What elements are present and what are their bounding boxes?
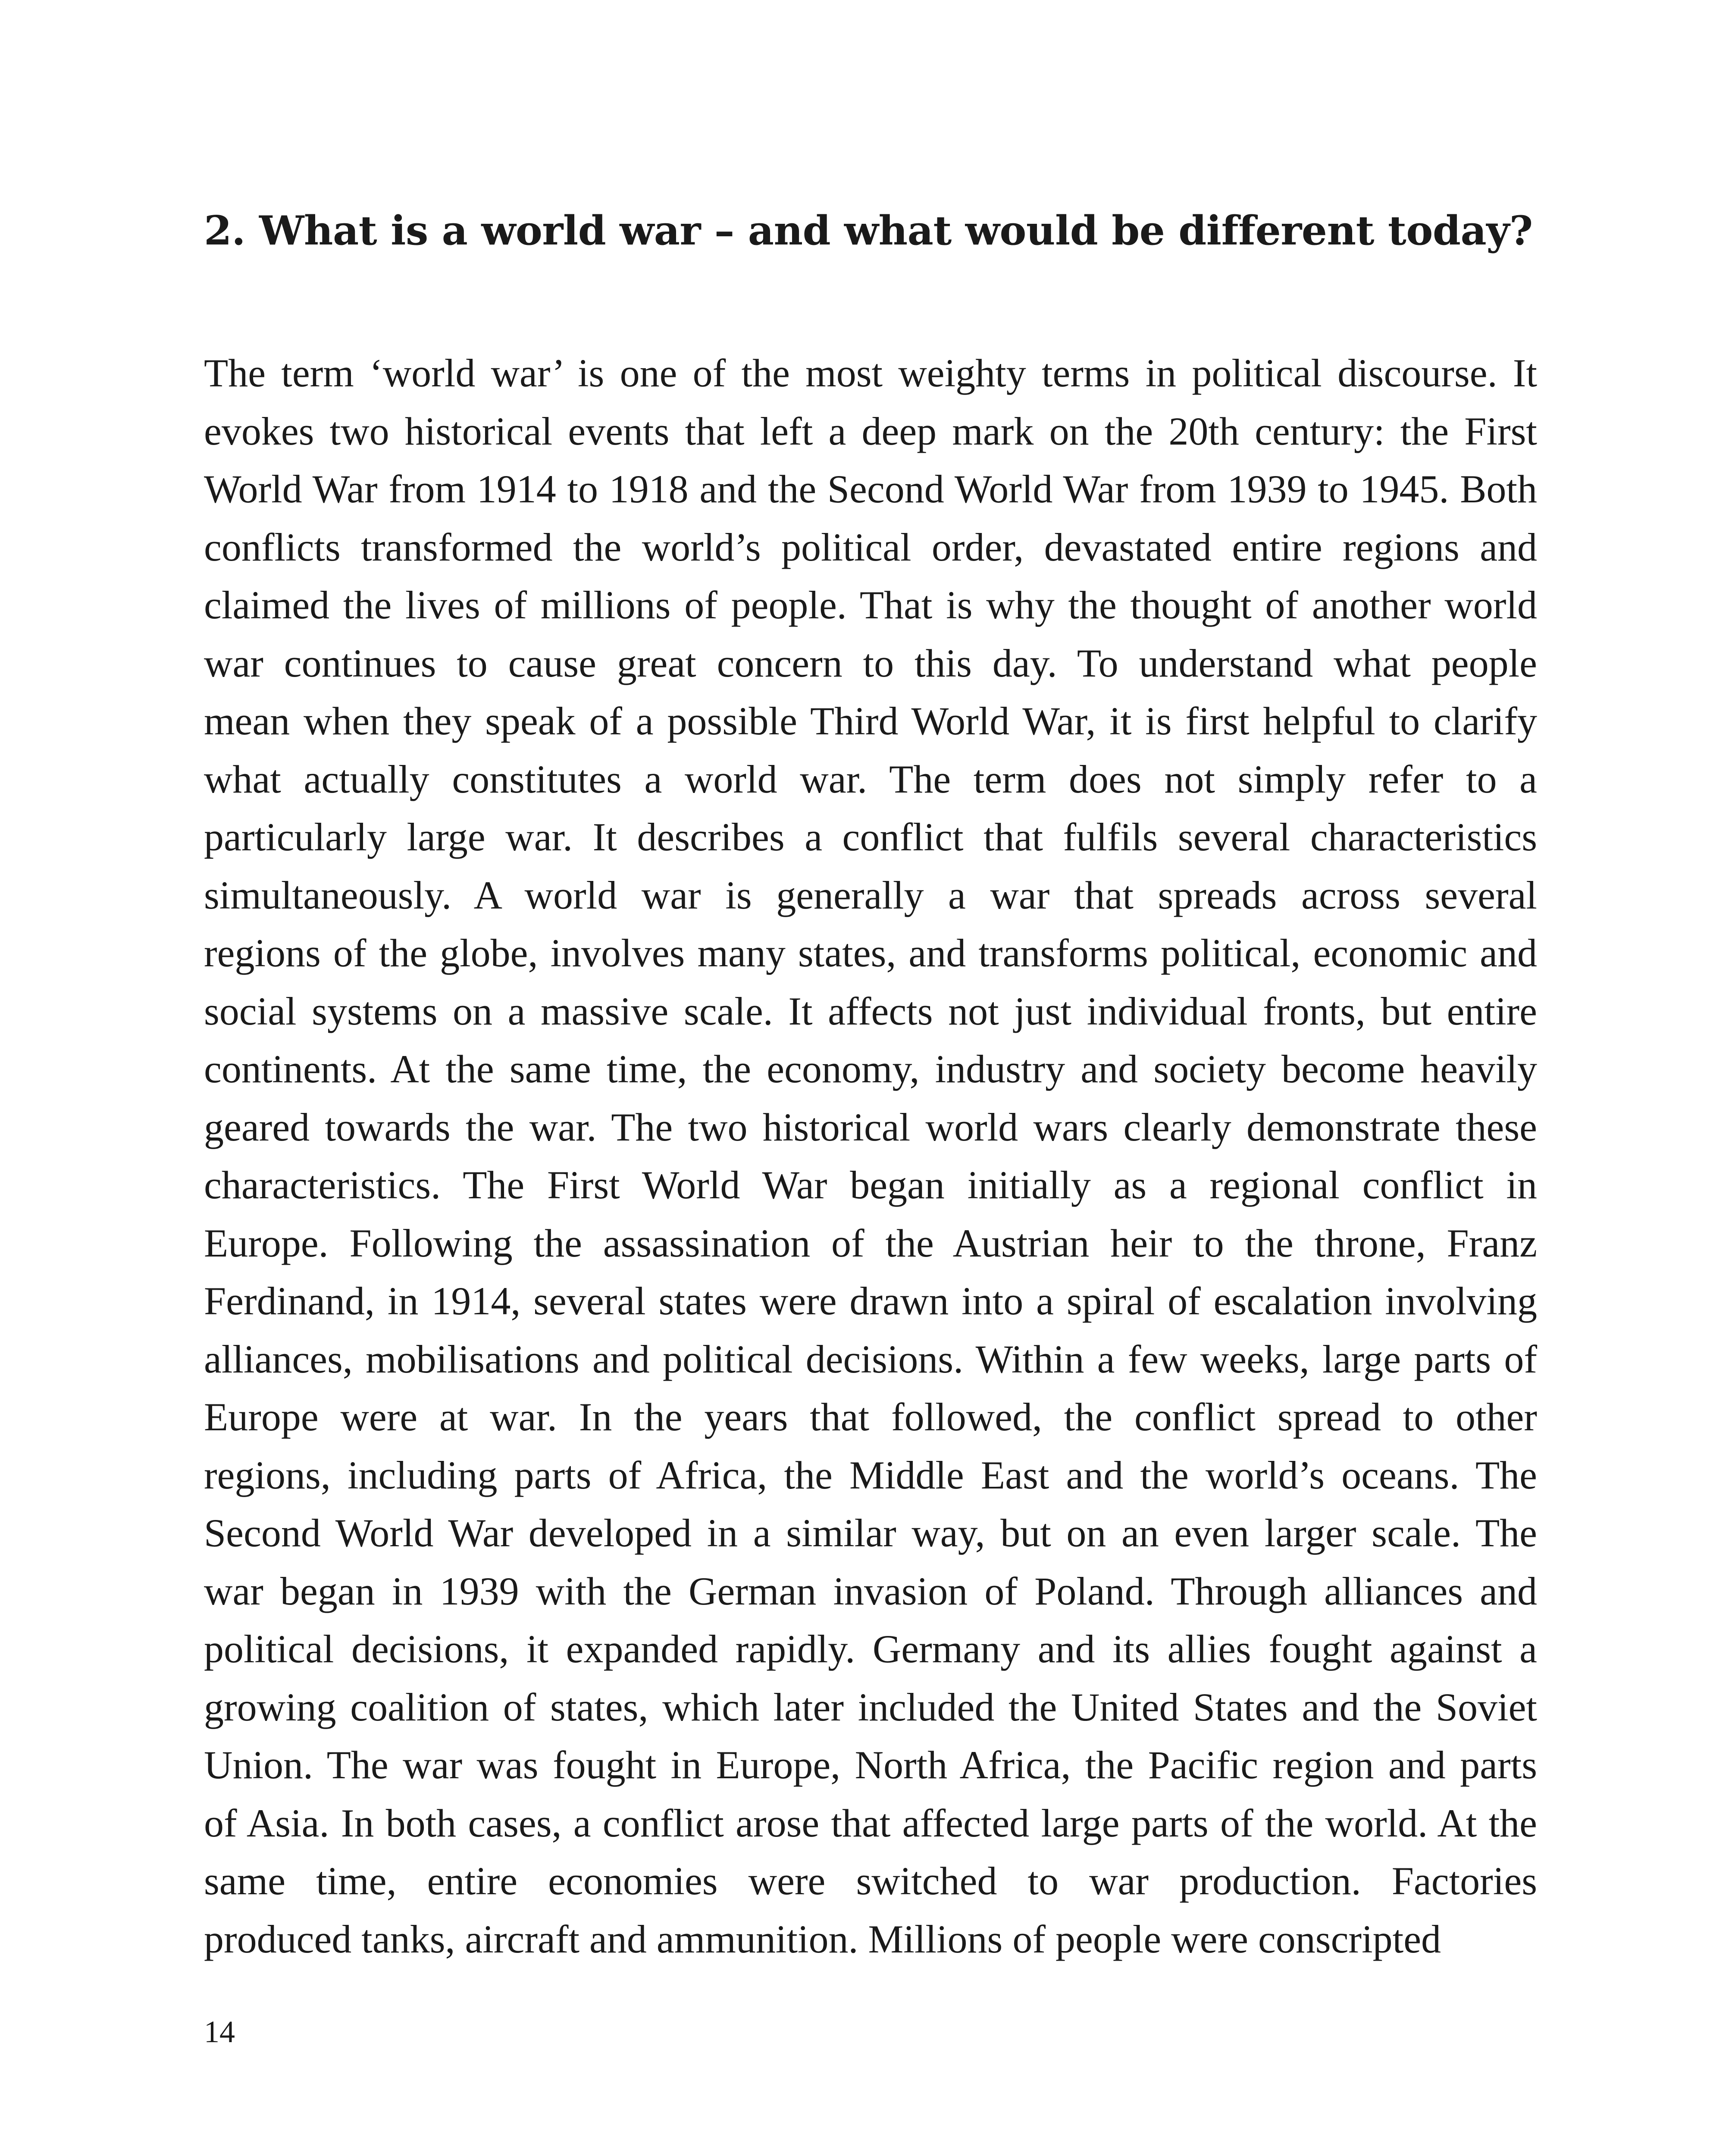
- body-line: political decisions, it expanded rapidly. Germany and its allies fought against a: [204, 1627, 1537, 1671]
- body-line: Ferdinand, in 1914, several states were drawn into a spiral of escalation involving: [204, 1279, 1537, 1323]
- body-line: produced tanks, aircraft and ammunition. Millions of people were conscripted: [204, 1917, 1441, 1961]
- body-line: social systems on a massive scale. It affects not just individual fronts, but entire: [204, 989, 1537, 1033]
- body-line: Second World War developed in a similar way, but on an even larger scale. The: [204, 1511, 1537, 1555]
- body-line: claimed the lives of millions of people. That is why the thought of another world: [204, 583, 1537, 627]
- body-line: same time, entire economies were switched to war production. Factories: [204, 1859, 1537, 1903]
- body-line: mean when they speak of a possible Third World War, it is first helpful to clarify: [204, 699, 1537, 743]
- body-line: what actually constitutes a world war. The term does not simply refer to a: [204, 757, 1537, 801]
- chapter-heading: 2. What is a world war – and what would be different today?: [204, 207, 1533, 254]
- body-line: growing coalition of states, which later included the United States and the Soviet: [204, 1685, 1537, 1729]
- body-line: regions of the globe, involves many states, and transforms political, economic and: [204, 931, 1537, 975]
- body-line: conflicts transformed the world’s political order, devastated entire regions and: [204, 525, 1537, 569]
- body-line: war continues to cause great concern to this day. To understand what people: [204, 641, 1537, 685]
- body-line: characteristics. The First World War began initially as a regional conflict in: [204, 1163, 1537, 1207]
- body-line: Union. The war was fought in Europe, North Africa, the Pacific region and parts: [204, 1743, 1537, 1787]
- body-line: alliances, mobilisations and political decisions. Within a few weeks, large parts of: [204, 1337, 1537, 1381]
- body-line: continents. At the same time, the economy, industry and society become heavily: [204, 1047, 1537, 1091]
- body-line: Europe were at war. In the years that followed, the conflict spread to other: [204, 1395, 1537, 1439]
- body-line: regions, including parts of Africa, the Middle East and the world’s oceans. The: [204, 1453, 1537, 1497]
- body-line: World War from 1914 to 1918 and the Second World War from 1939 to 1945. Both: [204, 467, 1537, 511]
- body-line: war began in 1939 with the German invasion of Poland. Through alliances and: [204, 1569, 1537, 1613]
- body-line: The term ‘world war’ is one of the most weighty terms in political discourse. It: [204, 351, 1537, 395]
- body-line: particularly large war. It describes a conflict that fulfils several characteristics: [204, 815, 1537, 859]
- body-line: simultaneously. A world war is generally a war that spreads across several: [204, 873, 1537, 917]
- body-line: Europe. Following the assassination of the Austrian heir to the throne, Franz: [204, 1221, 1537, 1265]
- body-line: evokes two historical events that left a deep mark on the 20th century: the First: [204, 409, 1537, 453]
- page-number: 14: [204, 2015, 235, 2049]
- body-paragraph: [204, 344, 1537, 1968]
- body-line: of Asia. In both cases, a conflict arose that affected large parts of the world. At the: [204, 1801, 1537, 1845]
- body-line: geared towards the war. The two historical world wars clearly demonstrate these: [204, 1105, 1537, 1149]
